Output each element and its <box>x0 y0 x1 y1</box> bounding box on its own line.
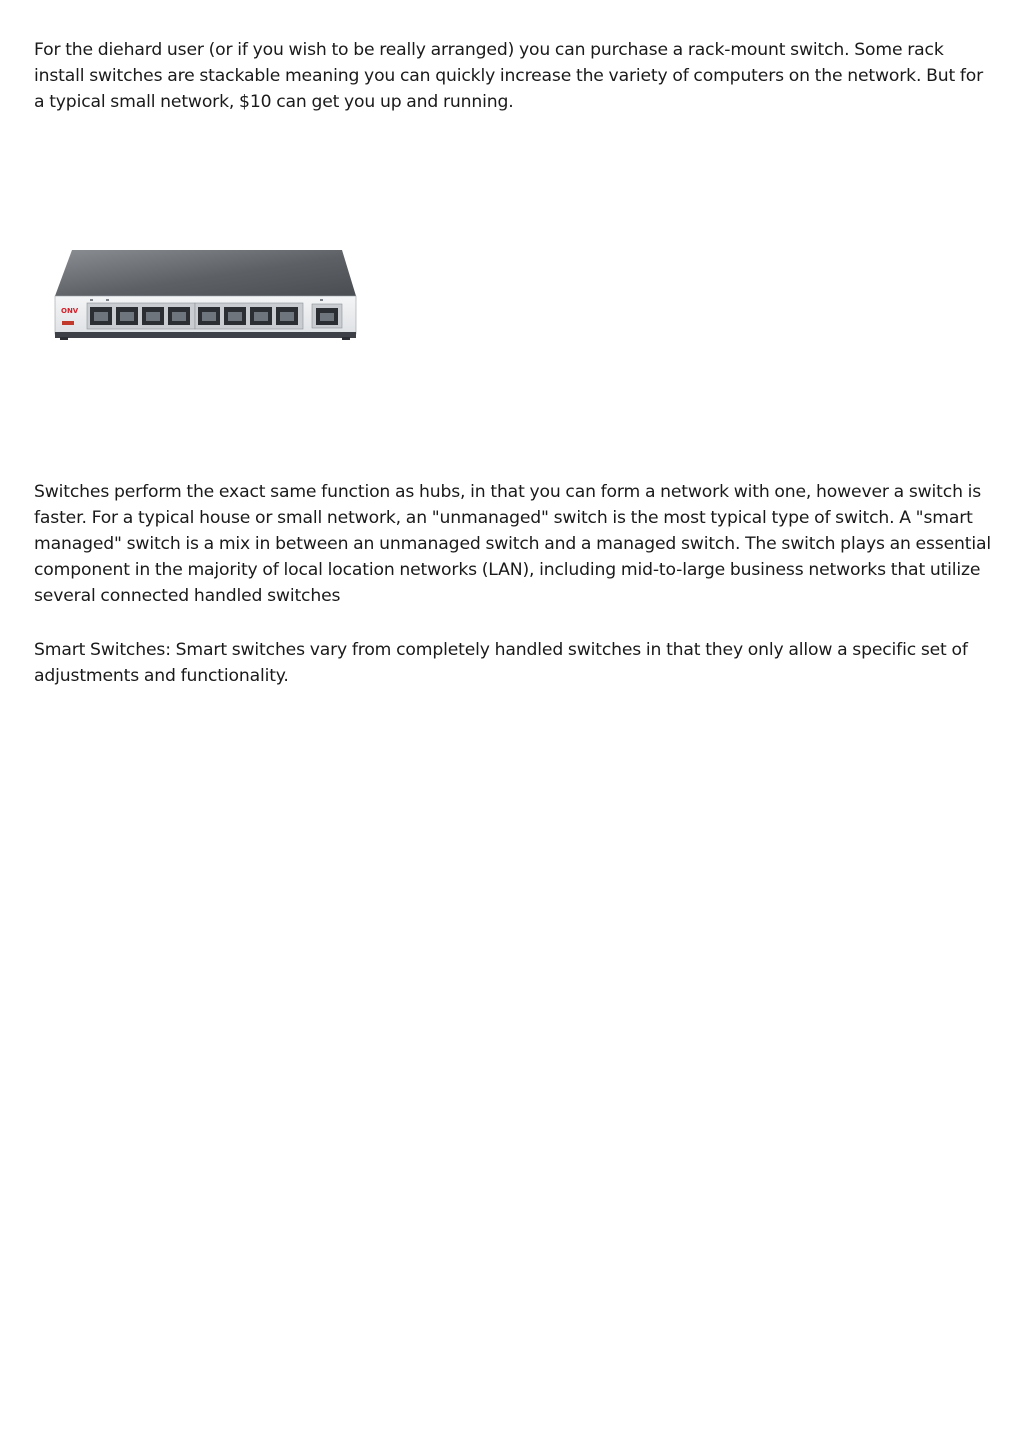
power-label <box>62 321 74 325</box>
paragraph-rack-mount: For the diehard user (or if you wish to be really arranged) you can purchase a rack-mount switch. Some rack install switches are stackable meaning you can quickly increase the variety of computers on the network. But for a typical small network, $10 can get you up and running. <box>34 40 984 112</box>
chassis-base <box>55 332 356 338</box>
paragraph-smart-switches: Smart Switches: Smart switches vary from completely handled switches in that they only allow a specific set of adjustments and functionality. <box>34 640 968 686</box>
network-switch-image <box>50 246 362 342</box>
chassis-top <box>55 250 356 296</box>
paragraph-switches-vs-hubs: Switches perform the exact same function as hubs, in that you can form a network with one, however a switch is faster. For a typical house or small network, an "unmanaged" switch is the most typical type of switch. A "smart managed" switch is a mix in between an unmanaged switch and a managed switch. The switch plays an essential component in the majority of local location networks (LAN), including mid-to-large business networks that utilize several connected handled switches <box>34 482 991 606</box>
brand-logo: ONV <box>61 307 79 315</box>
